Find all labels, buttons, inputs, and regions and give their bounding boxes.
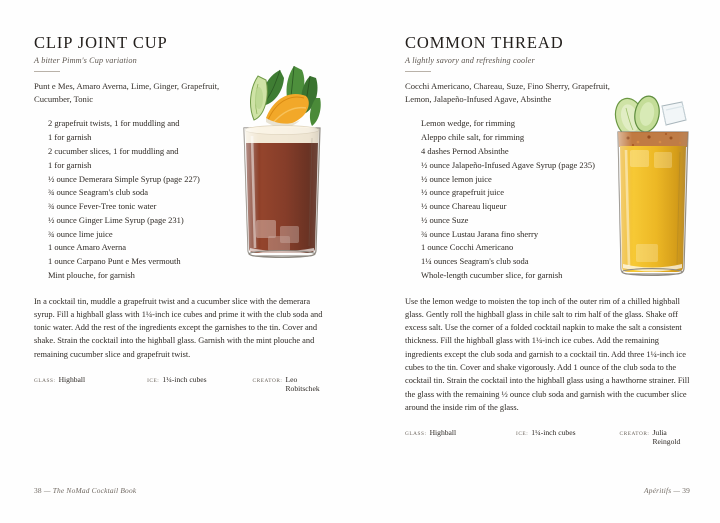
right-meta-glass-label: GLASS: — [405, 431, 427, 438]
list-item: 1 ounce Carpano Punt e Mes vermouth — [48, 256, 181, 267]
left-meta-glass-label: GLASS: — [34, 378, 56, 385]
left-meta-ice-value: 1¼-inch cubes — [162, 375, 207, 385]
right-divider-rule — [405, 71, 431, 72]
list-item: 1¼ ounces Seagram's club soda — [421, 256, 529, 267]
list-item: 1 for garnish — [48, 159, 92, 170]
left-meta-ice-label: ICE: — [147, 378, 160, 385]
right-meta-ice-value: 1¼-inch cubes — [531, 428, 576, 438]
right-meta-creator-label: CREATOR: — [619, 431, 650, 438]
list-item: ¾ ounce lime juice — [48, 228, 113, 239]
right-meta-ice-label: ICE: — [516, 431, 529, 438]
right-recipe-subtitle: A lightly savory and refreshing cooler — [405, 56, 535, 66]
left-divider-rule — [34, 71, 60, 72]
right-page-number: 39 — [682, 486, 690, 495]
left-instructions: In a cocktail tin, muddle a grapefruit twist and a cucumber slice with the demerara syrup. Fill a highball glass with 1¼-inch ice cubes and prime it with the club soda and tonic water. Add the rest of the ingredients except the garnishes to the tin. Cover and shake. Strain the cocktail into the highball glass. Garnish with the mint plouche and remaining cucumber slice and grapefruit twist. — [34, 296, 323, 359]
list-item: 1 for garnish — [48, 132, 92, 143]
right-ingredient-list — [405, 117, 651, 282]
list-item: Lemon wedge, for rimming — [421, 118, 515, 129]
right-footer-dash: — — [673, 486, 681, 495]
list-item: ¾ ounce Seagram's club soda — [48, 187, 148, 198]
left-ingredient-summary: Punt e Mes, Amaro Averna, Lime, Ginger, Grapefruit, Cucumber, Tonic — [34, 81, 220, 105]
right-page-footer — [644, 486, 690, 495]
left-footer-dash: — — [43, 486, 51, 495]
right-meta-creator — [620, 428, 692, 446]
list-item: ½ ounce Demerara Simple Syrup (page 227) — [48, 173, 200, 184]
book-title: The NoMad Cocktail Book — [52, 486, 137, 495]
left-ingredient-list — [34, 117, 264, 282]
left-recipe-title: CLIP JOINT CUP — [34, 33, 168, 52]
right-ingredient-summary: Cocchi Americano, Chareau, Suze, Fino Sherry, Grapefruit, Lemon, Jalapeño-Infused Agave, Absinthe — [405, 81, 610, 105]
right-recipe-title: COMMON THREAD — [405, 33, 564, 52]
list-item: Mint plouche, for garnish — [48, 269, 135, 280]
left-meta-creator-value: Leo Robitschek — [285, 375, 320, 394]
list-item: Aleppo chile salt, for rimming — [421, 132, 525, 143]
right-meta-creator-value: Julia Reingold — [652, 428, 681, 447]
list-item: ½ ounce Jalapeño-Infused Agave Syrup (page 235) — [421, 159, 595, 170]
left-meta-ice — [147, 375, 252, 384]
left-page-footer — [34, 486, 136, 495]
right-page — [360, 0, 720, 523]
left-recipe-subtitle: A bitter Pimm's Cup variation — [34, 56, 137, 66]
section-name: Apéritifs — [644, 486, 672, 495]
right-meta-glass — [405, 428, 516, 437]
list-item: 1 ounce Cocchi Americano — [421, 242, 514, 253]
list-item: 1 ounce Amaro Averna — [48, 242, 126, 253]
left-meta-glass — [34, 375, 147, 384]
list-item: ½ ounce Suze — [421, 214, 469, 225]
list-item: ½ ounce grapefruit juice — [421, 187, 505, 198]
right-meta-ice — [516, 428, 620, 437]
list-item: ½ ounce lemon juice — [421, 173, 492, 184]
list-item: 4 dashes Pernod Absinthe — [421, 145, 509, 156]
list-item: ¾ ounce Fever-Tree tonic water — [48, 201, 157, 212]
left-meta-row — [34, 375, 330, 393]
list-item: ½ ounce Ginger Lime Syrup (page 231) — [48, 214, 184, 225]
left-meta-creator — [253, 375, 330, 393]
left-meta-glass-value: Highball — [58, 375, 86, 385]
left-meta-creator-label: CREATOR: — [252, 378, 283, 385]
list-item: ½ ounce Chareau liqueur — [421, 201, 507, 212]
list-item: 2 cucumber slices, 1 for muddling and — [48, 145, 179, 156]
list-item: Whole-length cucumber slice, for garnish — [421, 269, 563, 280]
list-item: ¾ ounce Lustau Jarana fino sherry — [421, 228, 539, 239]
right-meta-glass-value: Highball — [429, 428, 457, 438]
left-page-number: 38 — [34, 486, 42, 495]
right-instructions: Use the lemon wedge to moisten the top inch of the outer rim of a chilled highball glass. Gently roll the highball glass in chile salt to rim half of the glass. Shake off excess salt. Use the corner of a folded cocktail napkin to make the salt a consistent thickness. Fill the highball glass with 1¼-inch ice cubes. Add the remaining ingredients except the club soda and garnish to a cocktail tin. Add three 1¼-inch ice cubes to the tin. Cover and shake vigorously. Add 1 ounce of the club soda to the cocktail tin. Strain the cocktail into the highball glass using a hawthorne strainer. Fill the glass with the remaining ½ ounce club soda and garnish with the cucumber slice around the inside rim of the glass. — [405, 296, 690, 412]
right-meta-row — [405, 428, 692, 446]
list-item: 2 grapefruit twists, 1 for muddling and — [48, 118, 180, 129]
